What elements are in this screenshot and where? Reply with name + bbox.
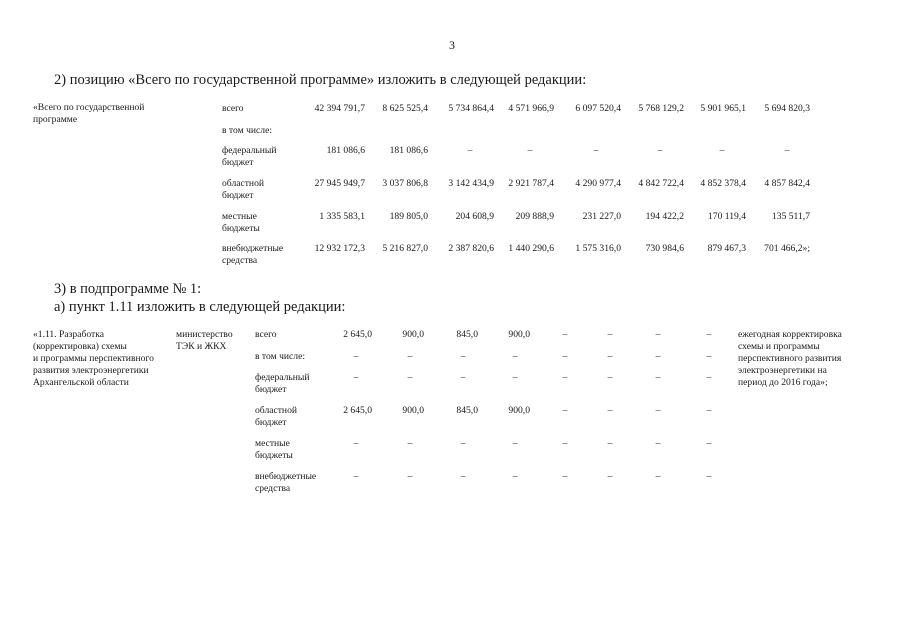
executor-line: министерство: [176, 329, 233, 340]
table-cell: 5 216 827,0: [382, 243, 428, 254]
table-cell: –: [512, 471, 518, 482]
row-label-continued: бюджет: [255, 417, 287, 428]
table-cell: 4 290 977,4: [575, 178, 621, 189]
row-label-continued: средства: [255, 483, 291, 494]
section-2-label-line-1: «Всего по государственной: [33, 102, 145, 113]
table-cell: –: [719, 145, 725, 156]
table-cell: 170 119,4: [707, 211, 746, 222]
table-cell: 204 608,9: [455, 211, 494, 222]
table-cell: 12 932 172,3: [314, 243, 365, 254]
row-label: федеральный: [255, 372, 310, 383]
table-cell: 27 945 949,7: [314, 178, 365, 189]
table-cell: –: [512, 351, 518, 362]
table-cell: –: [607, 405, 613, 416]
item-title-line: развития электроэнергетики: [33, 365, 149, 376]
result-line: перспективного развития: [738, 353, 842, 364]
result-line: электроэнергетики на: [738, 365, 827, 376]
row-label: всего: [222, 103, 244, 114]
row-label: областной: [255, 405, 298, 416]
row-label: областной: [222, 178, 265, 189]
table-cell: –: [593, 145, 599, 156]
table-cell: –: [353, 471, 359, 482]
table-cell: 2 645,0: [343, 329, 372, 340]
table-cell: 1 335 583,1: [319, 211, 365, 222]
row-label: местные: [222, 211, 257, 222]
table-cell: 181 086,6: [326, 145, 365, 156]
table-cell: –: [460, 471, 466, 482]
table-cell: 3 142 434,9: [448, 178, 494, 189]
table-cell: –: [512, 438, 518, 449]
table-cell: 8 625 525,4: [382, 103, 428, 114]
table-cell: 231 227,0: [582, 211, 621, 222]
table-cell: 209 888,9: [515, 211, 554, 222]
table-cell: –: [460, 351, 466, 362]
table-cell: –: [407, 471, 413, 482]
row-label: внебюджетные: [222, 243, 284, 254]
table-cell: 194 422,2: [645, 211, 684, 222]
table-cell: 5 901 965,1: [700, 103, 746, 114]
table-cell: –: [562, 405, 568, 416]
row-label: в том числе:: [222, 125, 273, 136]
table-cell: 189 805,0: [389, 211, 428, 222]
row-label-continued: бюджеты: [255, 450, 293, 461]
section-2-heading: 2) позицию «Всего по государственной программе» изложить в следующей редакции:: [54, 72, 587, 88]
item-title-line: Архангельской области: [33, 377, 129, 388]
table-cell: 900,0: [508, 405, 530, 416]
row-label: внебюджетные: [255, 471, 317, 482]
table-cell: –: [706, 329, 712, 340]
section-3-subheading: а) пункт 1.11 изложить в следующей редакции:: [54, 299, 346, 315]
table-cell: –: [607, 438, 613, 449]
table-cell: 181 086,6: [389, 145, 428, 156]
table-cell: –: [467, 145, 473, 156]
row-label: всего: [255, 329, 277, 340]
table-cell: –: [706, 405, 712, 416]
table-cell: –: [353, 351, 359, 362]
table-cell: 845,0: [456, 405, 478, 416]
table-cell: –: [562, 471, 568, 482]
table-cell: 5 734 864,4: [448, 103, 494, 114]
table-cell: 879 467,3: [707, 243, 746, 254]
table-cell: –: [460, 438, 466, 449]
table-cell: –: [562, 372, 568, 383]
table-cell: –: [407, 372, 413, 383]
row-label: федеральный: [222, 145, 277, 156]
result-line: период до 2016 года»;: [738, 377, 828, 388]
row-label-continued: средства: [222, 255, 258, 266]
table-cell: 4 852 378,4: [700, 178, 746, 189]
table-cell: 42 394 791,7: [314, 103, 365, 114]
table-cell: 135 511,7: [771, 211, 810, 222]
table-cell: 1 440 290,6: [508, 243, 554, 254]
table-cell: –: [607, 471, 613, 482]
table-cell: –: [562, 438, 568, 449]
table-cell: –: [706, 438, 712, 449]
row-label: местные: [255, 438, 290, 449]
result-line: ежегодная корректировка: [738, 329, 842, 340]
table-cell: 2 921 787,4: [508, 178, 554, 189]
table-cell: 701 466,2»;: [764, 243, 810, 254]
table-cell: –: [655, 405, 661, 416]
table-cell: 4 842 722,4: [638, 178, 684, 189]
table-cell: –: [353, 438, 359, 449]
table-cell: 845,0: [456, 329, 478, 340]
row-label-continued: бюджет: [255, 384, 287, 395]
table-cell: –: [655, 329, 661, 340]
table-cell: –: [562, 351, 568, 362]
section-3-heading: 3) в подпрограмме № 1:: [54, 281, 202, 297]
table-cell: –: [655, 438, 661, 449]
table-cell: 4 571 966,9: [508, 103, 554, 114]
table-cell: –: [562, 329, 568, 340]
table-cell: –: [512, 372, 518, 383]
table-cell: 900,0: [402, 405, 424, 416]
table-cell: 1 575 316,0: [575, 243, 621, 254]
result-line: схемы и программы: [738, 341, 820, 352]
table-cell: –: [655, 471, 661, 482]
table-cell: –: [607, 372, 613, 383]
row-label: в том числе:: [255, 351, 306, 362]
table-cell: –: [607, 329, 613, 340]
table-cell: –: [655, 372, 661, 383]
table-cell: –: [655, 351, 661, 362]
item-title-line: «1.11. Разработка: [33, 329, 104, 340]
table-cell: –: [706, 471, 712, 482]
table-cell: 900,0: [402, 329, 424, 340]
page-number: 3: [449, 38, 455, 52]
item-title-line: (корректировка) схемы: [33, 341, 127, 352]
table-cell: –: [407, 351, 413, 362]
table-cell: –: [527, 145, 533, 156]
table-cell: –: [657, 145, 663, 156]
table-cell: 2 387 820,6: [448, 243, 494, 254]
table-cell: 2 645,0: [343, 405, 372, 416]
table-cell: –: [607, 351, 613, 362]
row-label-continued: бюджеты: [222, 223, 260, 234]
executor-line: ТЭК и ЖКХ: [176, 341, 227, 352]
table-cell: –: [407, 438, 413, 449]
table-cell: 5 694 820,3: [764, 103, 810, 114]
table-cell: 3 037 806,8: [382, 178, 428, 189]
row-label-continued: бюджет: [222, 190, 254, 201]
table-cell: –: [460, 372, 466, 383]
item-title-line: и программы перспективного: [33, 353, 154, 364]
table-cell: 730 984,6: [645, 243, 684, 254]
table-cell: 5 768 129,2: [638, 103, 684, 114]
row-label-continued: бюджет: [222, 157, 254, 168]
section-2-label-line-2: программе: [33, 114, 78, 125]
table-cell: 900,0: [508, 329, 530, 340]
table-cell: –: [706, 372, 712, 383]
table-cell: –: [353, 372, 359, 383]
table-cell: –: [784, 145, 790, 156]
table-cell: 6 097 520,4: [575, 103, 621, 114]
table-cell: –: [706, 351, 712, 362]
table-cell: 4 857 842,4: [764, 178, 810, 189]
